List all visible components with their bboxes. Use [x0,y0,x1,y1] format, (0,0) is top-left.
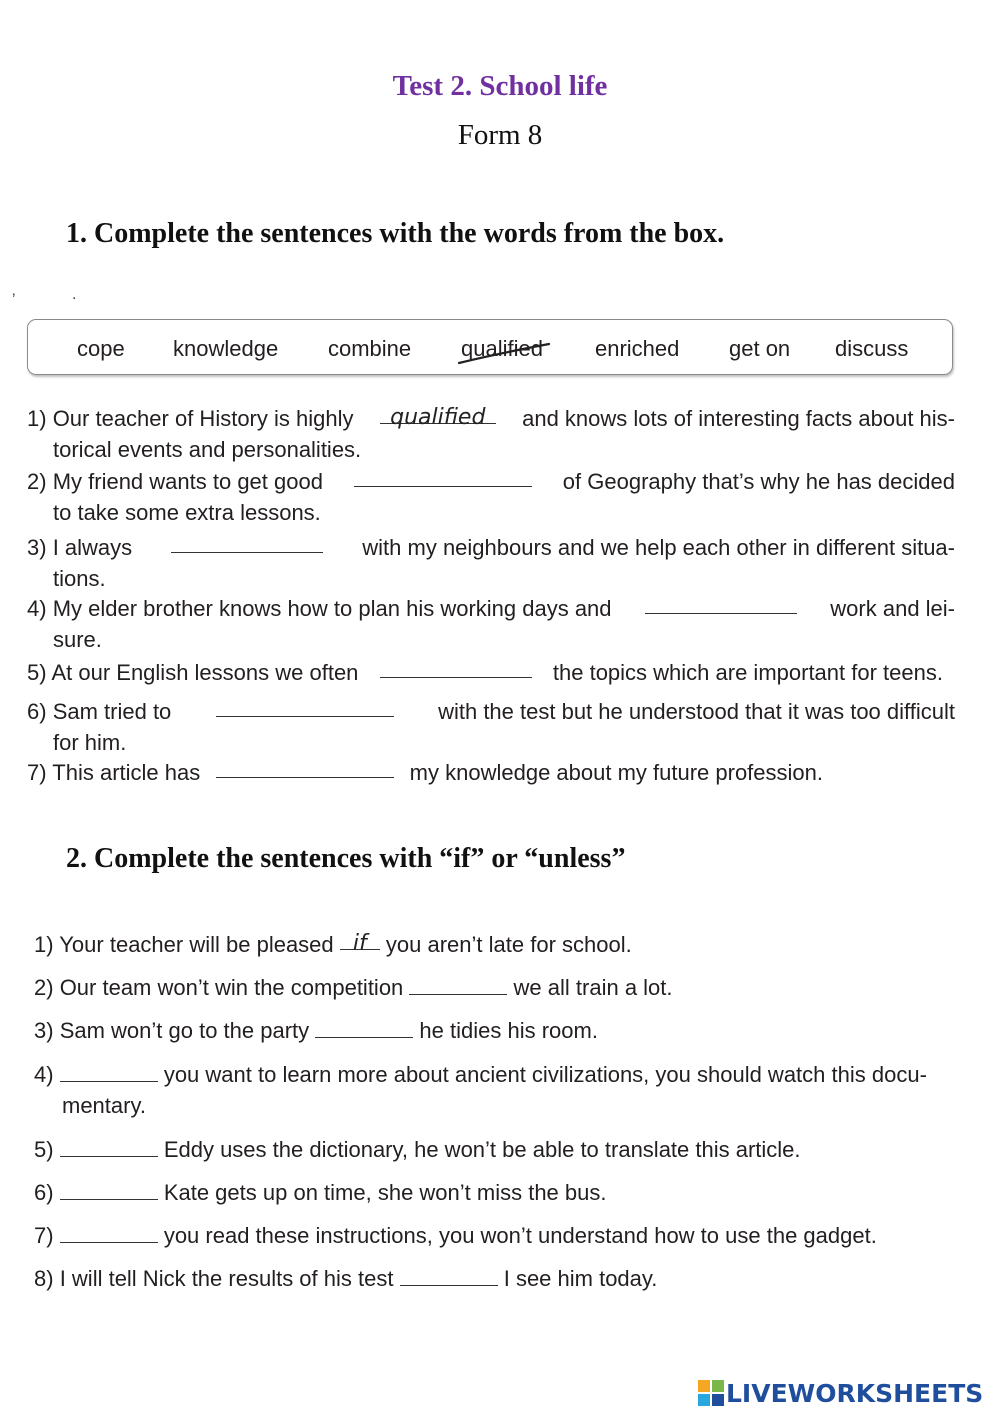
s2-sentence-2: 2) Our team won’t win the competition we all train a lot. [34,975,673,1000]
word-box-item: discuss [835,336,909,361]
s2-sentence-6: 6) Kate gets up on time, she won’t miss the bus. [34,1180,607,1205]
answer-blank[interactable] [315,1017,413,1038]
s1-sentence-4: 4) My elder brother knows how to plan his working days and work and lei- sure. [27,593,955,655]
s2-sentence-4: 4) you want to learn more about ancient civilizations, you should watch this docu- mentary. [34,1062,927,1118]
logo-text: LIVEWORKSHEETS [726,1378,984,1408]
answer-blank[interactable] [171,532,323,553]
word-box [27,319,953,375]
s1-sentence-7: 7) This article has my knowledge about my future profession. [27,757,823,788]
answer-blank[interactable] [380,403,496,430]
s1-sentence-6: 6) Sam tried to with the test but he understood that it was too difficult for him. [27,696,955,758]
stray-mark: . [72,286,77,303]
logo-square [698,1394,710,1406]
section2-heading: 2. Complete the sentences with “if” or “unless” [66,843,626,874]
liveworksheets-logo[interactable] [698,1378,983,1408]
answer-blank[interactable] [354,466,532,487]
answer-blank[interactable] [409,974,507,995]
s2-sentence-7: 7) you read these instructions, you won’t understand how to use the gadget. [34,1223,877,1248]
answer-blank[interactable] [60,1136,158,1157]
filled-answer: if [352,931,367,956]
logo-grid-icon [698,1380,724,1406]
s2-sentence-3: 3) Sam won’t go to the party he tidies his room. [34,1018,598,1043]
answer-blank[interactable] [216,757,394,778]
word-box-item: cope [77,336,125,361]
logo-square [712,1380,724,1392]
word-box-item: enriched [595,336,680,361]
page-title: Test 2. School life [392,70,608,102]
filled-answer: qualified [390,405,486,430]
page-subtitle: Form 8 [457,119,543,151]
logo-square [698,1380,710,1392]
stray-mark: ʼ [12,292,16,309]
answer-blank[interactable] [216,696,394,717]
s2-sentence-8: 8) I will tell Nick the results of his test I see him today. [34,1266,658,1291]
section1-heading: 1. Complete the sentences with the words from the box. [66,218,725,249]
answer-blank[interactable] [400,1265,498,1286]
word-box-item: combine [328,336,412,361]
answer-blank[interactable] [60,1061,158,1082]
s2-sentence-1: 1) Your teacher will be pleased if you aren’t late for school. [34,931,632,957]
s1-sentence-5: 5) At our English lessons we often the topics which are important for teens. [27,657,943,688]
s1-sentence-2: 2) My friend wants to get good of Geography that’s why he has decided to take some extra lessons. [27,466,955,528]
answer-blank[interactable] [60,1222,158,1243]
word-box-item-struck: qualified [461,336,543,362]
word-box-item: get on [729,336,791,361]
answer-blank[interactable] [60,1179,158,1200]
answer-blank[interactable] [340,929,380,956]
answer-blank[interactable] [380,657,532,678]
answer-blank[interactable] [645,593,797,614]
s1-sentence-1: 1) Our teacher of History is highly qualified and knows lots of interesting facts about his- torical events and personalities. [27,405,955,462]
s2-sentence-5: 5) Eddy uses the dictionary, he won’t be able to translate this article. [34,1137,801,1162]
s1-sentence-3: 3) I always with my neighbours and we help each other in different situa- tions. [27,532,955,594]
word-box-item: knowledge [173,336,279,361]
logo-square [712,1394,724,1406]
